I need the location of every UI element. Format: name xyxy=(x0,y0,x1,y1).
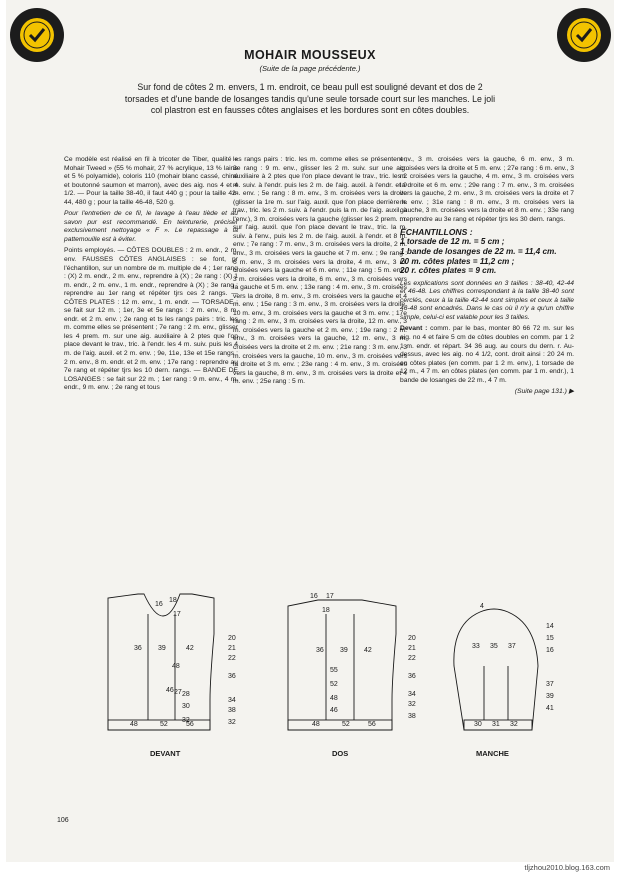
front-measure: 28 xyxy=(182,691,190,698)
front-measure: 30 xyxy=(182,703,190,710)
back-measure: 38 xyxy=(408,713,416,720)
front-measure: 21 xyxy=(228,645,236,652)
front-measure: 32 xyxy=(182,717,190,724)
back-measure: 55 xyxy=(330,667,338,674)
footer-bar xyxy=(0,862,620,876)
front-measure: 39 xyxy=(158,645,166,652)
front-measure: 20 xyxy=(228,635,236,642)
diamond-band-paragraph: les rangs pairs : tric. les m. comme elles se présentent ; 3e rang : 9 m. env., glisser les 2 m. suiv. sur une aig. auxiliaire à 2 ptes que l'on place devant le trav., tric. les 2 m. suiv. à l'endr. puis les 2 m. de l'aig. auxil. à l'endr. et 9 m. env. ; 5e rang : 8 m. env., 3 m. croisées vers la droite (glisser la 1re m. sur l'aig. auxil. que l'on place derrière le trav., tric. les 2 m. suiv. à l'endr. puis la m. de l'aig. auxil. à l'env.), 3 m. croisées vers la gauche (glisser les 2 prem. m. sur l'aig. auxil. que l'on place devant le trav., tric. la m. suiv. à l'env., puis les 2 m. de l'aig. auxil. à l'endr. et 8 m. env. ; 7e rang : 7 m. env., 3 m. croisées vers la droite, 2 m. env., 3 m. croisées vers la gauche et 7 m. env. ; 9e rang : 6 m. env., 3 m. croisées vers la droite, 4 m. env., 3 m. croisées vers la gauche et 6 m. env. ; 11e rang : 5 m. env., 3 m. croisées vers la droite, 6 m. env., 3 m. croisées vers la gauche et 5 m. env. ; 13e rang : 4 m. env., 3 m. croisées vers la droite, 8 m. env., 3 m. croisées vers la gauche et 4 m. env. ; 15e rang : 3 m. env., 3 m. croisées vers la droite, 10 m. env., 3 m. croisées vers la gauche et 3 m. env. ; 17e rang : 2 m. env., 3 m. croisées vers la droite, 12 m. env., 3 m. croisées vers la gauche et 2 m. env. ; 19e rang : 2 m. env., 3 m. croisées vers la gauche, 12 m. env., 3 m. croisées vers la droite et 2 m. env. ; 21e rang : 3 m. env., 3 m. croisées vers la gauche, 10 m. env., 3 m. croisées vers la droite et 3 m. env. ; 23e rang : 4 m. env., 3 m. croisées vers la gauche, 8 m. env., 3 m. croisées vers la droite et 4 m. env. ; 25e rang : 5 m. xyxy=(233,156,407,386)
front-label: Devant : xyxy=(400,325,428,333)
sleeve-measure: 37 xyxy=(546,681,554,688)
schematics-area xyxy=(60,554,575,790)
front-measure: 22 xyxy=(228,655,236,662)
back-measure: 20 xyxy=(408,635,416,642)
back-measure: 48 xyxy=(312,721,320,728)
sleeve-measure: 4 xyxy=(480,603,484,610)
back-schematic xyxy=(288,593,416,758)
front-measure: 38 xyxy=(228,707,236,714)
sleeve-measure: 32 xyxy=(510,721,518,728)
sleeve-measure: 31 xyxy=(492,721,500,728)
gauge-heading: ÉCHANTILLONS : xyxy=(400,227,473,238)
back-measure: 56 xyxy=(368,721,376,728)
sleeve-measure: 41 xyxy=(546,705,554,712)
front-measure: 42 xyxy=(186,645,194,652)
front-instructions xyxy=(400,325,574,385)
front-measure: 48 xyxy=(172,663,180,670)
front-label: DEVANT xyxy=(150,749,181,758)
text-column-2 xyxy=(233,156,407,390)
gauge-line: 1 bande de losanges de 22 m. = 11,4 cm. xyxy=(400,246,557,256)
sleeve-measure: 14 xyxy=(546,623,554,630)
sleeve-measure: 30 xyxy=(474,721,482,728)
back-measure: 46 xyxy=(330,707,338,714)
back-measure: 17 xyxy=(326,593,334,600)
article-title: MOHAIR MOUSSEUX xyxy=(244,48,376,62)
front-measure: 17 xyxy=(173,611,181,618)
sleeve-label: MANCHE xyxy=(476,749,509,758)
sizes-explanation: Les explications sont données en 3 tailles : 38-40, 42-44 et 46-48. Les chiffres correspondant à la taille 38-40 sont cerclés, ceux à la taille 42-44 sont simples et ceux à taille 46-48 sont encadrés. Dans le cas où il n'y a qu'un chiffre simple, celui-ci est valable pour les 3 tailles. xyxy=(400,279,574,321)
article-subtitle: (Suite de la page précédente.) xyxy=(259,64,361,73)
sleeve-measure: 35 xyxy=(490,643,498,650)
back-measure: 39 xyxy=(340,647,348,654)
gauge-list xyxy=(400,237,574,275)
front-measure: 46 xyxy=(166,687,174,694)
back-measure: 42 xyxy=(364,647,372,654)
gauge-line: 20 r. côtes plates = 9 cm. xyxy=(400,266,497,276)
sleeve-schematic xyxy=(454,603,554,758)
front-measure: 56 xyxy=(186,721,194,728)
gauge-line: 1 torsade de 12 m. = 5 cm ; xyxy=(400,237,505,247)
sleeve-measure: 16 xyxy=(546,647,554,654)
materials-paragraph: Ce modèle est réalisé en fil à tricoter de Tiber, qualité « Mohair Tweed » (55 % mohair, 27 % acrylique, 13 % laine et 5 % polyamide), coloris 110 (mohair blanc cassé, chiné et boutonné saumon et marron), avec des aig. nos 4 et 4 1/2. — Pour la taille 38-40, il faut 440 g ; pour la taille 42-44, 480 g ; pour la taille 46-48, 520 g. xyxy=(64,156,238,206)
front-measure: 32 xyxy=(228,719,236,726)
front-measure: 52 xyxy=(160,721,168,728)
front-measure: 48 xyxy=(130,721,138,728)
back-measure: 22 xyxy=(408,655,416,662)
front-measure: 36 xyxy=(134,645,142,652)
back-label: DOS xyxy=(332,749,349,758)
front-measure: 27 xyxy=(174,689,182,696)
back-measure: 34 xyxy=(408,691,416,698)
front-measure: 34 xyxy=(228,697,236,704)
front-measure: 36 xyxy=(228,673,236,680)
text-column-1 xyxy=(64,156,238,396)
sleeve-measure: 39 xyxy=(546,693,554,700)
sleeve-measure: 37 xyxy=(508,643,516,650)
back-measure: 18 xyxy=(322,607,330,614)
back-measure: 52 xyxy=(342,721,350,728)
back-measure: 32 xyxy=(408,701,416,708)
front-measure: 16 xyxy=(155,601,163,608)
back-measure: 21 xyxy=(408,645,416,652)
diamond-band-continued: env., 3 m. croisées vers la gauche, 6 m. env., 3 m. croisées vers la droite et 5 m. env. ; 27e rang : 6 m. env., 3 m. croisées vers la gauche, 4 m. env., 3 m. croisées vers la droite et 6 m. env. ; 29e rang : 7 m. env., 3 m. croisées vers la gauche, 2 m. env., 3 m. croisées vers la droite et 7 m. env. ; 31e rang : 8 m. env., 3 m. croisées vers la gauche, 3 m. croisées vers la droite et 8 m. env. ; 33e rang : reprendre au 3e rang et répéter tjrs les 30 dern. rangs. xyxy=(400,156,574,223)
back-measure: 48 xyxy=(330,695,338,702)
gauge-line: 20 m. côtes plates = 11,2 cm ; xyxy=(400,256,515,266)
back-measure: 36 xyxy=(316,647,324,654)
stitches-paragraph: Points employés. — CÔTES DOUBLES : 2 m. endr., 2 m. env. FAUSSES CÔTES ANGLAISES : se font, pr l'échantillon, sur un nombre de m. multiple de 4 ; 1er rang : (X) 2 m. endr., 2 m. env., reprendre à (X) ; 2e rang : (X) 1 m. endr., 2 m. env., 1 m. endr., reprendre à (X) ; 3e rang : reprendre au 1er rang et répéter tjrs ces 2 rangs. — CÔTES PLATES : 12 m. env., 1 m. endr. — TORSADE : se fait sur 12 m. ; 1er, 3e et 5e rangs : 2 m. env., 8 m. endr. et 2 m. env. ; 2e rang et ts les rangs pairs : tric. les m. comme elles se présentent ; 7e rang : 2 m. env., glisser les 4 prem. m. sur une aig. auxiliaire à 2 ptes que l'on place devant le trav., tric. à l'endr. les 4 m. suiv. puis les 4 m. de l'aig. auxil. et 2 m. env. ; 9e, 11e, 13e et 15e rangs : 2 m. env., 8 m. endr. et 2 m. env. ; 17e rang : reprendre au 7e rang et répéter tjrs les 10 dern. rangs. — BANDE DE LOSANGES : se fait sur 22 m. ; 1er rang : 9 m. env., 4 m. endr., 9 m. env. ; 2e rang et tous xyxy=(64,247,238,392)
back-measure: 36 xyxy=(408,673,416,680)
source-watermark[interactable]: tljzhou2010.blog.163.com xyxy=(524,863,610,872)
page-number: 106 xyxy=(57,817,69,824)
care-paragraph: Pour l'entretien de ce fil, le lavage à l'eau tiède et au savon pur est recommandé. En teinturerie, préciser exclusivement nettoyage « F ». Le repassage à la pattemouille est à éviter. xyxy=(64,210,238,243)
sleeve-measure: 15 xyxy=(546,635,554,642)
back-measure: 16 xyxy=(310,593,318,600)
continued-link[interactable]: (Suite page 131.) ▶ xyxy=(514,388,574,396)
text-column-3 xyxy=(400,156,574,397)
front-measure: 18 xyxy=(169,597,177,604)
sleeve-measure: 33 xyxy=(472,643,480,650)
front-text: comm. par le bas, monter 80 66 72 m. sur les aig. no 4 et faire 5 cm de côtes doubles en comm. par 1 2 1 m. endr. et répart. 34 36 aug. au cours du dern. r. Au-dessus, avec les aig. no 4 1/2, cont. droit ainsi : 20 24 m. en côtes plates (en comm. par 1 2 m. env.), 1 torsade de 12 m., 4 7 m. en côtes plates (en comm. par 1 m. endr.), 1 bande de losanges de 22 m., 4 7 m. xyxy=(400,325,574,384)
back-measure: 52 xyxy=(330,681,338,688)
front-schematic xyxy=(108,594,236,758)
article-intro: Sur fond de côtes 2 m. envers, 1 m. endroit, ce beau pull est souligné devant et dos de 2 torsades et d'une bande de losanges tandis qu'une seule torsade court sur les manches. Le joli col plastron est en fausses côtes anglaises et les bordures sont en côtes doubles. xyxy=(124,82,496,116)
